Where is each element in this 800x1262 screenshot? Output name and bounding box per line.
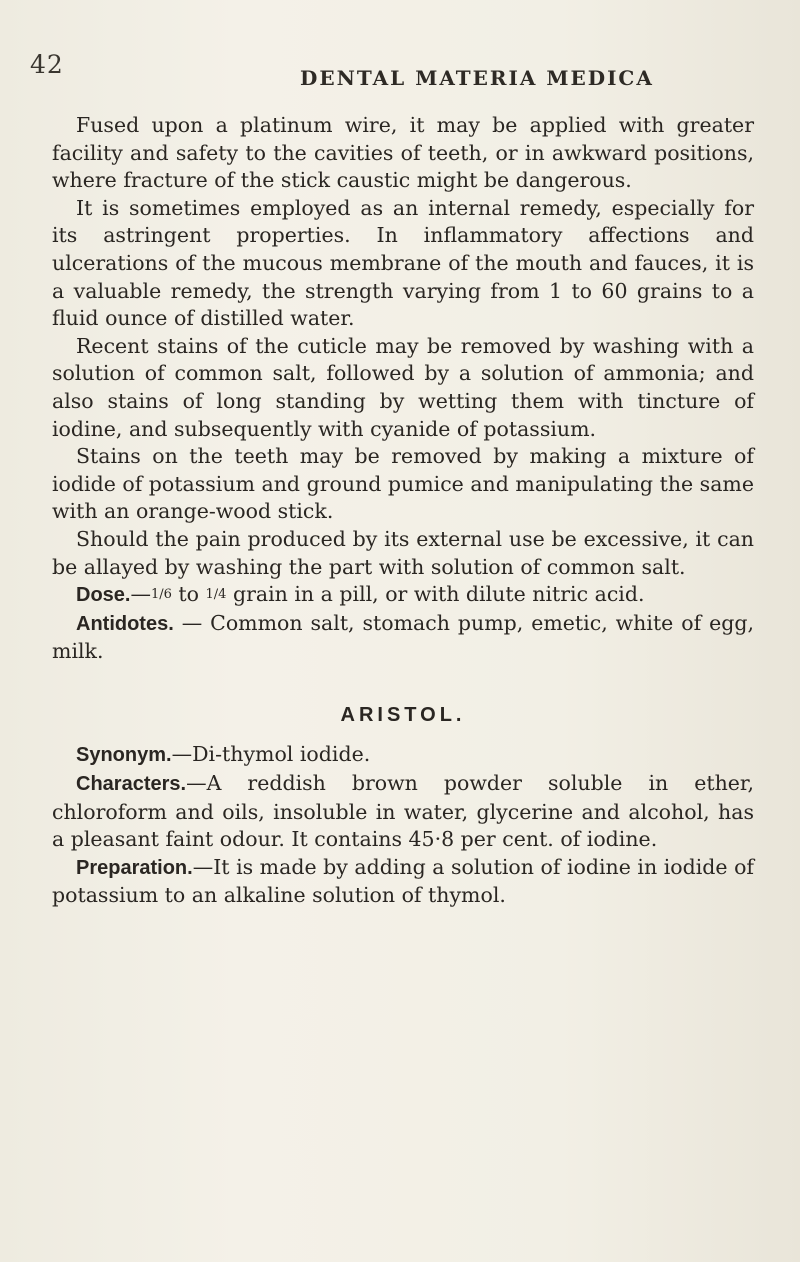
paragraph-preparation xyxy=(52,854,754,910)
dose-text: grain in a pill, or with dilute nitric acid. xyxy=(226,582,645,607)
dose-to: to xyxy=(171,582,206,607)
paragraph-internal-remedy: It is sometimes employed as an internal remedy, especially for its astringent properties. In inflammatory affections and ulcerations of the mucous membrane of the mouth and fauces, it is a valuable remedy, the strength varying from 1 to 60 grains to a fluid ounce of distilled water. xyxy=(52,195,754,331)
synonym-text: —Di-thymol iodide. xyxy=(171,742,371,767)
preparation-label: Preparation. xyxy=(76,856,193,879)
body-text xyxy=(52,112,754,910)
antidotes-text: — Common salt, stomach pump, emetic, white of egg, milk. xyxy=(52,610,754,664)
antidotes-label: Antidotes. xyxy=(76,612,174,635)
paragraph-dose xyxy=(52,581,754,610)
paragraph-recent-stains: Recent stains of the cuticle may be removed by washing with a solution of common salt, followed by a solution of ammonia; and also stains of long standing by wetting them with tincture of iodine, and subsequently with cyanide of potassium. xyxy=(52,333,754,441)
paragraph-synonym xyxy=(52,741,754,770)
characters-label: Characters. xyxy=(76,773,187,796)
synonym-label: Synonym. xyxy=(76,744,172,767)
paragraph-antidotes xyxy=(52,610,754,666)
section-heading-aristol: ARISTOL. xyxy=(340,703,466,726)
running-head: DENTAL MATERIA MEDICA xyxy=(300,66,654,90)
paragraph-teeth-stains: Stains on the teeth may be removed by making a mixture of iodide of potassium and ground pumice and manipulating the same with an orange-wood stick. xyxy=(52,444,754,524)
page-header xyxy=(30,44,770,94)
dose-dash: — xyxy=(130,582,151,607)
paragraph-pain: Should the pain produced by its external use be excessive, it can be allayed by washing the part with solution of common salt. xyxy=(52,526,754,579)
preparation-text: —It is made by adding a solution of iodine in iodide of potassium to an alkaline solution of thymol. xyxy=(52,854,754,908)
paragraph-fused: Fused upon a platinum wire, it may be applied with greater facility and safety to the cavities of teeth, or in awkward positions, where fracture of the stick caustic might be dangerous. xyxy=(52,113,754,193)
paragraph-characters xyxy=(52,770,754,854)
dose-fraction-max: 1/4 xyxy=(205,587,227,603)
dose-label: Dose. xyxy=(76,584,131,607)
characters-text: —A reddish brown powder soluble in ether, chloroform and oils, insoluble in water, glycerine and alcohol, has a pleasant faint odour. It contains 45·8 per cent. of iodine. xyxy=(52,771,754,852)
page-number: 42 xyxy=(30,50,64,79)
dose-fraction-min: 1/6 xyxy=(150,587,172,603)
